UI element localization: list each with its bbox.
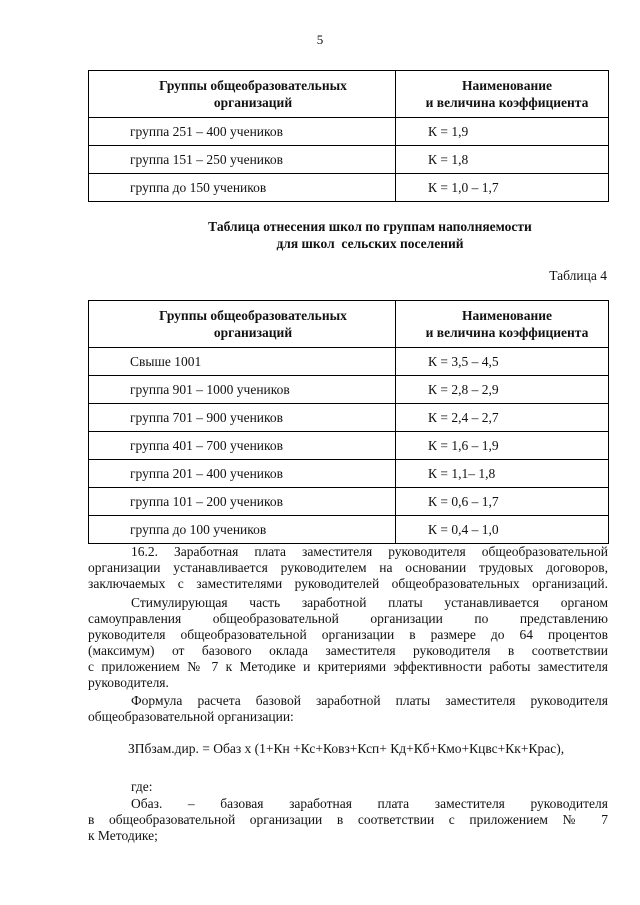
- paragraph-line: общеобразовательной организации:: [88, 709, 294, 724]
- table-row: [89, 174, 609, 202]
- coefficient-table-2: [88, 300, 609, 544]
- group-cell: группа 901 – 1000 учеников: [89, 376, 396, 404]
- coefficient-cell: К = 1,8: [396, 146, 609, 174]
- coefficient-cell: К = 1,9: [396, 118, 609, 146]
- paragraph-definition: [88, 796, 608, 844]
- paragraph-line: Обаз. – базовая заработная плата заместителя руководителя: [131, 796, 608, 811]
- coefficient-table-1: [88, 70, 609, 202]
- coefficient-cell: К = 1,0 – 1,7: [396, 174, 609, 202]
- table-label: Таблица 4: [549, 268, 607, 283]
- header-line: и величина коэффициента: [425, 95, 589, 110]
- paragraph-16-2: [88, 544, 608, 592]
- paragraph-line: к Методике;: [88, 828, 158, 843]
- table-row: [89, 146, 609, 174]
- group-header: [89, 71, 396, 118]
- table-row: [89, 348, 609, 376]
- coefficient-cell: К = 1,1– 1,8: [396, 460, 609, 488]
- paragraph-line: самоуправления общеобразовательной организации по представлению: [88, 611, 608, 626]
- paragraph-line: руководителя.: [88, 675, 169, 690]
- group-cell: группа 101 – 200 учеников: [89, 488, 396, 516]
- header-line: Наименование: [462, 308, 552, 323]
- header-line: и величина коэффициента: [425, 325, 589, 340]
- table-body: [89, 118, 609, 202]
- paragraph-incentive: [88, 595, 608, 691]
- table-row: [89, 488, 609, 516]
- paragraph-formula-intro: [88, 693, 608, 725]
- paragraph-line: (максимум) от базового оклада заместителя руководителя в соответствии: [88, 643, 608, 658]
- table-row: [89, 118, 609, 146]
- group-cell: группа до 100 учеников: [89, 516, 396, 544]
- page-number: 5: [316, 32, 324, 47]
- paragraph-line: руководителя общеобразовательной организации в размере до 64 процентов: [88, 627, 608, 642]
- group-cell: группа 151 – 250 учеников: [89, 146, 396, 174]
- header-line: Группы общеобразовательных: [159, 78, 347, 93]
- table-header-row: [89, 301, 609, 348]
- group-cell: Свыше 1001: [89, 348, 396, 376]
- coefficient-header: [396, 301, 609, 348]
- heading-line: Таблица отнесения школ по группам наполняемости: [208, 219, 532, 234]
- paragraph-line: в общеобразовательной организации в соответствии с приложением № 7: [88, 812, 608, 827]
- coefficient-cell: К = 2,8 – 2,9: [396, 376, 609, 404]
- group-cell: группа 201 – 400 учеников: [89, 460, 396, 488]
- heading-line: для школ сельских поселений: [276, 236, 464, 251]
- group-cell: группа 251 – 400 учеников: [89, 118, 396, 146]
- table-row: [89, 516, 609, 544]
- coefficient-header: [396, 71, 609, 118]
- group-cell: группа 401 – 700 учеников: [89, 432, 396, 460]
- formula: ЗПбзам.дир. = Обаз х (1+Кн +Кс+Ковз+Ксп+ Кд+Кб+Кмо+Кцвс+Кк+Крас),: [128, 741, 565, 756]
- table-header-row: [89, 71, 609, 118]
- coefficient-cell: К = 1,6 – 1,9: [396, 432, 609, 460]
- header-line: Наименование: [462, 78, 552, 93]
- paragraph-line: заключаемых с заместителями руководителей общеобразовательных организаций.: [88, 576, 608, 591]
- group-header: [89, 301, 396, 348]
- table-heading: [120, 218, 620, 252]
- table-row: [89, 432, 609, 460]
- coefficient-cell: К = 0,4 – 1,0: [396, 516, 609, 544]
- paragraph-line: Формула расчета базовой заработной платы заместителя руководителя: [131, 693, 608, 708]
- group-cell: группа 701 – 900 учеников: [89, 404, 396, 432]
- group-cell: группа до 150 учеников: [89, 174, 396, 202]
- table-row: [89, 404, 609, 432]
- table-body: [89, 348, 609, 544]
- table-row: [89, 376, 609, 404]
- paragraph-line: Стимулирующая часть заработной платы устанавливается органом: [131, 595, 608, 610]
- paragraph-line: 16.2. Заработная плата заместителя руководителя общеобразовательной: [131, 544, 608, 559]
- header-line: организаций: [213, 95, 293, 110]
- table-row: [89, 460, 609, 488]
- where-label: где:: [131, 779, 153, 794]
- coefficient-cell: К = 2,4 – 2,7: [396, 404, 609, 432]
- header-line: Группы общеобразовательных: [159, 308, 347, 323]
- paragraph-line: организации устанавливается руководителем на основании трудовых договоров,: [88, 560, 608, 575]
- paragraph-line: с приложением № 7 к Методике и критериями эффективности работы заместителя: [88, 659, 608, 674]
- coefficient-cell: К = 0,6 – 1,7: [396, 488, 609, 516]
- coefficient-cell: К = 3,5 – 4,5: [396, 348, 609, 376]
- header-line: организаций: [213, 325, 293, 340]
